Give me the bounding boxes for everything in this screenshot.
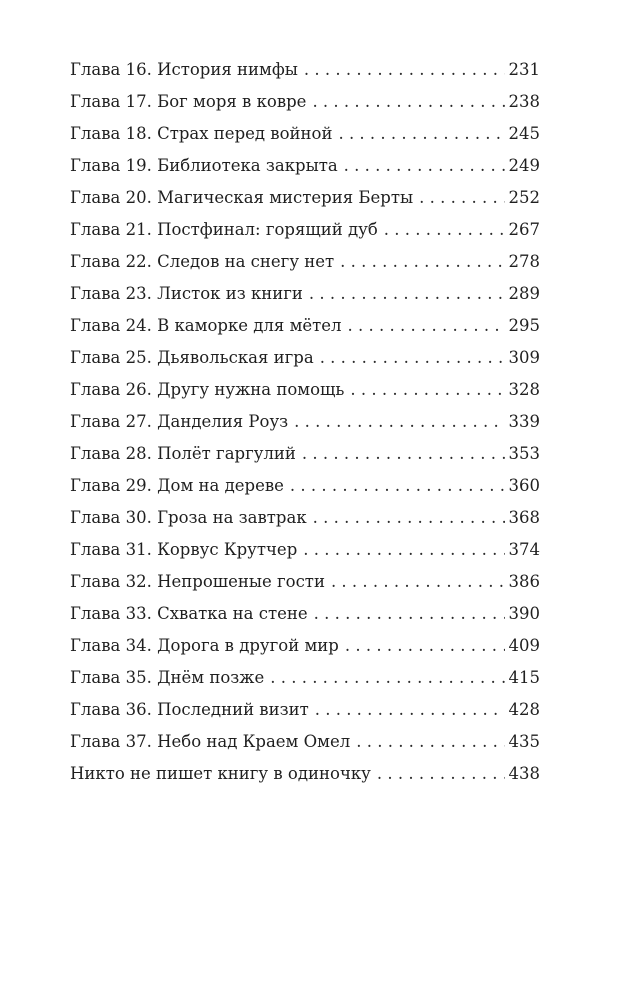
toc-entry-page: 278 [508,252,540,271]
toc-entry-page: 328 [508,380,540,399]
toc-entry-title: Глава 31. Корвус Крутчер [70,540,298,559]
toc-entry-title: Глава 20. Магическая мистерия Берты [70,188,414,207]
toc-entry [70,470,540,502]
toc-entry-title: Глава 21. Постфинал: горящий дуб [70,220,378,239]
toc-entry-page: 390 [508,604,540,623]
toc-dot-leader [313,502,505,534]
toc-entry [70,502,540,534]
toc-dot-leader [309,278,505,310]
toc-entry-title: Глава 35. Днём позже [70,668,265,687]
toc-entry-title: Глава 19. Библиотека закрыта [70,156,338,175]
toc-entry [70,662,540,694]
toc-entry-title: Глава 28. Полёт гаргулий [70,444,296,463]
toc-entry-page: 438 [508,764,540,783]
toc-dot-leader [384,214,505,246]
toc-entry [70,438,540,470]
toc-entry [70,150,540,182]
toc-entry [70,246,540,278]
toc-dot-leader [338,118,504,150]
toc-entry-page: 295 [508,316,540,335]
toc-entry-title: Глава 32. Непрошеные гости [70,572,325,591]
toc-entry [70,118,540,150]
toc-entry [70,726,540,758]
toc-entry [70,598,540,630]
toc-entry [70,374,540,406]
toc-dot-leader [270,662,504,694]
toc-entry-page: 289 [508,284,540,303]
toc-entry-page: 339 [508,412,540,431]
toc-dot-leader [304,54,505,86]
toc-entry-title: Глава 34. Дорога в другой мир [70,636,339,655]
toc-entry-page: 409 [508,636,540,655]
toc-entry [70,278,540,310]
toc-dot-leader [348,310,505,342]
toc-entry-title: Никто не пишет книгу в одиночку [70,764,371,783]
toc-dot-leader [314,598,505,630]
toc-entry-page: 309 [508,348,540,367]
toc-entry-title: Глава 25. Дьявольская игра [70,348,314,367]
toc-entry-title: Глава 23. Листок из книги [70,284,303,303]
toc-dot-leader [350,374,504,406]
toc-entry [70,630,540,662]
toc-entry-page: 360 [508,476,540,495]
toc-entry-page: 368 [508,508,540,527]
toc-entry-page: 238 [508,92,540,111]
toc-entry-title: Глава 29. Дом на дереве [70,476,284,495]
toc-entry-page: 428 [508,700,540,719]
toc-entry-page: 249 [508,156,540,175]
toc-dot-leader [312,86,504,118]
toc-entry [70,182,540,214]
toc-dot-leader [303,534,504,566]
toc-entry-page: 435 [508,732,540,751]
toc-entry [70,214,540,246]
toc-entry-title: Глава 27. Данделия Роуз [70,412,289,431]
toc-entry-title: Глава 16. История нимфы [70,60,298,79]
toc-entry-page: 386 [508,572,540,591]
toc-entry-title: Глава 30. Гроза на завтрак [70,508,307,527]
toc-entry-title: Глава 26. Другу нужна помощь [70,380,345,399]
toc-entry-title: Глава 17. Бог моря в ковре [70,92,307,111]
toc-entry [70,758,540,790]
toc-entry [70,54,540,86]
toc-dot-leader [345,630,505,662]
toc-dot-leader [320,342,505,374]
toc-entry-title: Глава 22. Следов на снегу нет [70,252,335,271]
toc-entry-page: 252 [508,188,540,207]
toc-dot-leader [419,182,504,214]
toc-entry [70,566,540,598]
toc-dot-leader [302,438,505,470]
toc-entry-title: Глава 37. Небо над Краем Омел [70,732,351,751]
toc-entry [70,310,540,342]
toc-dot-leader [377,758,505,790]
toc-entry [70,86,540,118]
toc-dot-leader [294,406,504,438]
toc-dot-leader [315,694,505,726]
toc-entry-page: 231 [508,60,540,79]
toc-dot-leader [344,150,505,182]
toc-entry-title: Глава 24. В каморке для мётел [70,316,342,335]
toc-dot-leader [340,246,504,278]
toc-dot-leader [331,566,505,598]
toc-entry-page: 415 [508,668,540,687]
toc-entry-page: 245 [508,124,540,143]
toc-entry-title: Глава 33. Схватка на стене [70,604,308,623]
toc-entry-page: 267 [508,220,540,239]
toc-entry [70,534,540,566]
toc-entry [70,406,540,438]
toc-entry-title: Глава 36. Последний визит [70,700,309,719]
toc-entry-title: Глава 18. Страх перед войной [70,124,333,143]
toc-entry-page: 353 [508,444,540,463]
toc-dot-leader [290,470,505,502]
toc-dot-leader [356,726,504,758]
toc-entry-page: 374 [508,540,540,559]
toc-entry [70,694,540,726]
toc-entry [70,342,540,374]
table-of-contents [70,54,540,790]
